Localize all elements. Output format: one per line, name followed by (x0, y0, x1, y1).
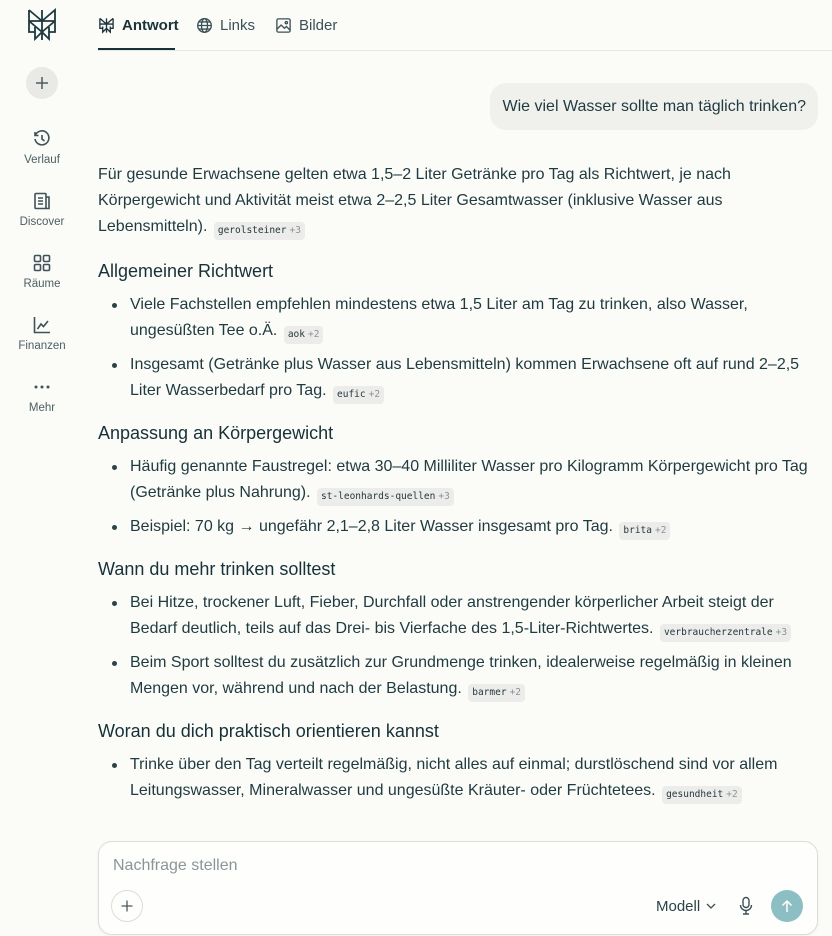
chevron-down-icon (706, 903, 716, 909)
model-label: Modell (656, 897, 701, 915)
bullet-list (98, 590, 818, 702)
section-heading: Wann du mehr trinken solltest (98, 559, 336, 579)
finance-icon (32, 315, 52, 335)
image-icon (275, 17, 292, 34)
section-heading: Woran du dich praktisch orientieren kannst (98, 721, 439, 741)
model-selector[interactable] (656, 895, 716, 917)
citation-badge[interactable]: barmer +2 (468, 684, 525, 702)
citation-badge[interactable]: verbraucherzentrale +3 (660, 624, 791, 642)
sidebar-item-label: Discover (19, 216, 65, 228)
follow-up-input[interactable] (113, 854, 793, 878)
list-item: Beim Sport solltest du zusätzlich zur Grundmenge trinken, idealerweise regelmäßig in kleinen Mengen vor, während und nach der Belastung. barmer +2 (98, 650, 818, 702)
send-button[interactable] (771, 890, 803, 922)
citation-badge[interactable]: gerolsteiner +3 (214, 222, 305, 240)
bullet-list (98, 292, 818, 404)
list-item: Bei Hitze, trockener Luft, Fieber, Durchfall oder anstrengender körperlicher Arbeit steigt der Bedarf deutlich, teils auf das Drei- bis Vierfache des 1,5-Liter-Richtwertes. verbraucherzentrale +3 (98, 590, 818, 642)
tab-label: Antwort (122, 16, 179, 34)
citation-badge[interactable]: brita +2 (619, 522, 670, 540)
citation-badge[interactable]: aok +2 (284, 326, 324, 344)
citation-badge[interactable]: gesundheit +2 (662, 786, 742, 804)
tab-links[interactable] (196, 14, 255, 36)
sidebar-item-label: Mehr (28, 402, 56, 414)
spaces-icon (32, 253, 52, 273)
bullet-list (98, 752, 818, 804)
answer-icon (98, 17, 115, 34)
sidebar-item-mehr[interactable] (0, 377, 84, 414)
list-item: Trinke über den Tag verteilt regelmäßig, nicht alles auf einmal; durstlöschend sind vor allem Leitungswasser, Mineralwasser und ungesüßte Kräuter- oder Früchtetees. gesundheit +2 (98, 752, 818, 804)
user-query-bubble (490, 83, 818, 130)
more-icon (32, 377, 52, 397)
sidebar-item-label: Finanzen (18, 340, 66, 352)
section-heading: Anpassung an Körpergewicht (98, 423, 334, 443)
globe-icon (196, 17, 213, 34)
list-item: Viele Fachstellen empfehlen mindestens etwa 1,5 Liter am Tag zu trinken, also Wasser, ungesüßten Tee o.Ä. aok +2 (98, 292, 818, 344)
new-thread-button[interactable] (26, 67, 58, 99)
answer-intro: Für gesunde Erwachsene gelten etwa 1,5–2 Liter Getränke pro Tag als Richtwert, je nach Körpergewicht und Aktivität meist etwa 2–2,5 Liter Gesamtwasser (inklusive Wasser aus Lebensmitteln). gerolsteiner +3 (98, 162, 818, 240)
sidebar-item-raeume[interactable] (0, 253, 84, 290)
sidebar-item-discover[interactable] (0, 191, 84, 228)
citation-badge[interactable]: eufic +2 (333, 386, 384, 404)
perplexity-logo-icon[interactable] (26, 8, 58, 42)
bullet-list (98, 454, 818, 540)
plus-icon (120, 899, 134, 913)
user-query-text: Wie viel Wasser sollte man täglich trinken? (502, 97, 806, 115)
discover-icon (32, 191, 52, 211)
header-divider (98, 50, 832, 51)
answer-content (98, 162, 818, 804)
section-heading: Allgemeiner Richtwert (98, 261, 274, 281)
tab-antwort[interactable] (98, 14, 179, 36)
sidebar (0, 0, 84, 936)
tab-label: Links (220, 16, 256, 34)
arrow-up-icon (781, 899, 793, 913)
microphone-icon[interactable] (737, 896, 755, 916)
result-tabs (84, 0, 832, 51)
tab-label: Bilder (299, 16, 338, 34)
sidebar-item-verlauf[interactable] (0, 129, 84, 166)
list-item: Insgesamt (Getränke plus Wasser aus Lebensmitteln) kommen Erwachsene oft auf rund 2–2,5 Liter Wasserbedarf pro Tag. eufic +2 (98, 352, 818, 404)
sidebar-item-label: Verlauf (24, 154, 60, 166)
sidebar-item-finanzen[interactable] (0, 315, 84, 352)
citation-badge[interactable]: st-leonhards-quellen +3 (317, 488, 454, 506)
attach-button[interactable] (111, 890, 143, 922)
history-icon (32, 129, 52, 149)
list-item: Beispiel: 70 kg → ungefähr 2,1–2,8 Liter Wasser insgesamt pro Tag. brita +2 (98, 514, 818, 540)
list-item: Häufig genannte Faustregel: etwa 30–40 Milliliter Wasser pro Kilogramm Körpergewicht pro Tag (Getränke plus Nahrung). st-leonhards-quellen +3 (98, 454, 818, 506)
plus-icon (35, 76, 49, 90)
sidebar-item-label: Räume (23, 278, 61, 290)
follow-up-composer (98, 841, 818, 935)
tab-bilder[interactable] (275, 14, 337, 36)
